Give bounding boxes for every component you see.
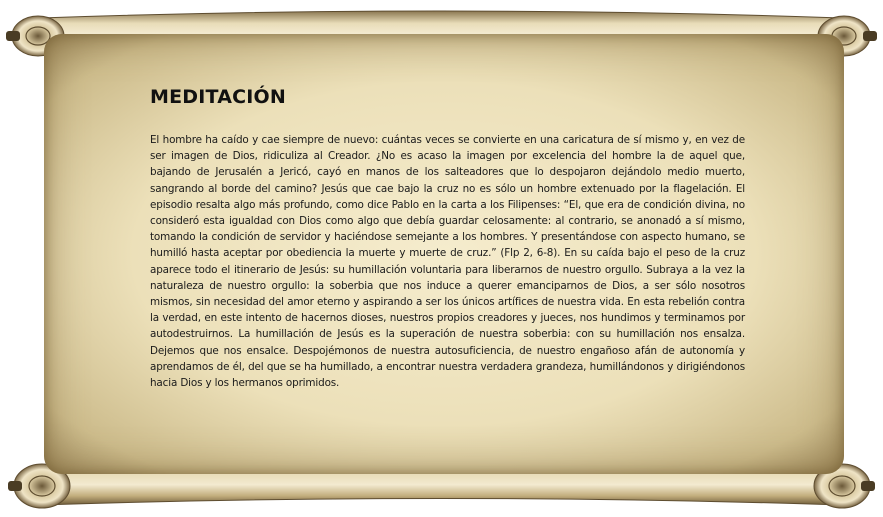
meditation-text: El hombre ha caído y cae siempre de nuevo: cuántas veces se convierte en una caricatura de sí mismo y, en vez de ser imagen de Dios, ridiculiza al Creador. ¿No es acaso la imagen por excelencia del hombre la de aquel que, bajando de Jerusalén a Jericó, cayó en manos de los salteadores que lo despojaron dejándolo medio muerto, sangrando al borde del camino? Jesús que cae bajo la cruz no es sólo un hombre extenuado por la flagelación. El episodio resalta algo más profundo, como dice Pablo en la carta a los Filipenses: “El, que era de condición divina, no consideró esta igualdad con Dios como algo que debía guardar celosamente: al contrario, se anonadó a sí mismo, tomando la condición de servidor y haciéndose semejante a los hombres. Y presentándose con aspecto humano, se humilló hasta aceptar por obediencia la muerte y muerte de cruz.” (Flp 2, 6-8). En su caída bajo el peso de la cruz aparece todo el itinerario de Jesús: su humillación voluntaria para liberarnos de nuestro orgullo. Subraya a la vez la naturaleza de nuestro orgullo: la soberbia que nos induce a querer emanciparnos de Dios, a ser sólo nosotros mismos, sin necesidad del amor eterno y aspirando a ser los únicos artífices de nuestra vida. En esta rebelión contra la verdad, en este intento de hacernos dioses, nuestros propios creadores y jueces, nos hundimos y terminamos por autodestruirnos. La humillación de Jesús es la superación de nuestra soberbia: con su humillación nos ensalza. Dejemos que nos ensalce. Despojémonos de nuestra autosuficiencia, de nuestro engañoso afán de autonomía y aprendamos de él, del que se ha humillado, a encontrar nuestra verdadera grandeza, humillándonos y dirigiéndonos hacia Dios y los hermanos oprimidos. <box>150 134 745 390</box>
page-title: MEDITACIÓN <box>150 86 286 108</box>
document-content <box>150 86 745 391</box>
